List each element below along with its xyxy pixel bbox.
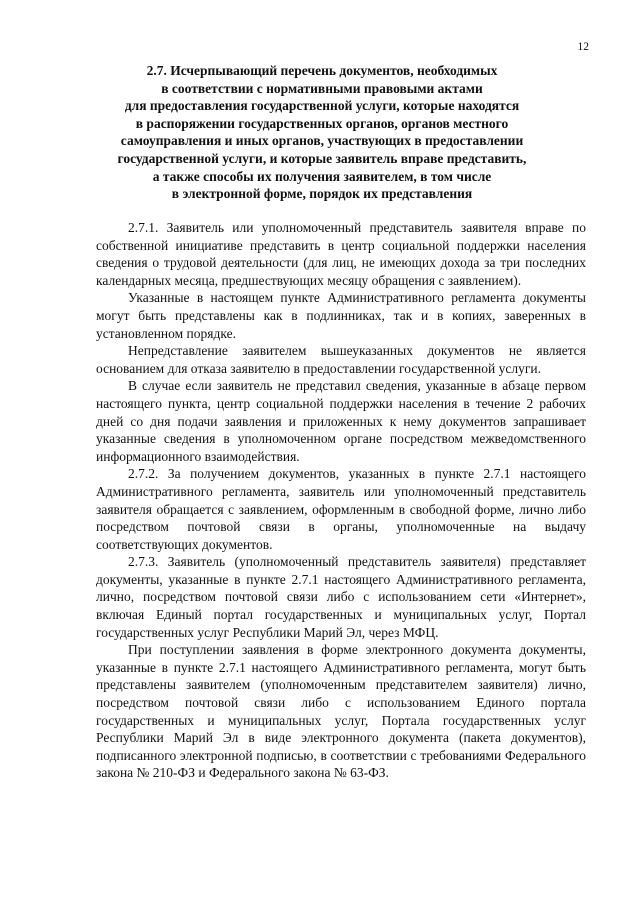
paragraph-2-7-1: 2.7.1. Заявитель или уполномоченный представитель заявителя вправе по собственной инициативе представить в центр социальной поддержки населения сведения о трудовой деятельности (для лиц, не имеющих дохода за три последних календарных месяца, предшествующих месяцу обращения с заявлением). (96, 220, 586, 288)
paragraph-interagency-request: В случае если заявитель не представил сведения, указанные в абзаце первом настоящего пункта, центр социальной поддержки населения в течение 2 рабочих дней со дня подачи заявления и приложенных к нему документов запрашивает указанные сведения в уполномоченном органе посредством межведомственного информационного взаимодействия. (96, 378, 586, 464)
section-heading-line: а также способы их получения заявителем, в том числе (152, 168, 492, 184)
section-heading-line: государственной услуги, и которые заявитель вправе представить, (117, 150, 527, 166)
paragraph-2-7-3: 2.7.3. Заявитель (уполномоченный представитель заявителя) представляет документы, указанные в пункте 2.7.1 настоящего Административного регламента, лично, посредством почтовой связи либо с использованием сети «Интернет», включая Единый портал государственных и муниципальных услуг, Портал государственных услуг Республики Марий Эл, через МФЦ. (96, 554, 586, 640)
section-heading-line: самоуправления и иных органов, участвующих в предоставлении (120, 133, 524, 149)
section-heading-line: в распоряжении государственных органов, органов местного (135, 115, 509, 131)
section-heading-line: 2.7. Исчерпывающий перечень документов, необходимых (146, 63, 498, 78)
paragraph-documents-copies: Указанные в настоящем пункте Административного регламента документы могут быть представлены как в подлинниках, так и в копиях, заверенных в установленном порядке. (96, 290, 586, 341)
page-number: 12 (577, 41, 589, 53)
document-body (96, 219, 586, 782)
section-heading (96, 62, 548, 203)
paragraph-non-submission: Непредставление заявителем вышеуказанных документов не является основанием для отказа заявителю в предоставлении государственной услуги. (96, 343, 586, 376)
section-heading-line: для предоставления государственной услуги, которые находятся (124, 98, 520, 114)
section-heading-line: в электронной форме, порядок их представления (171, 186, 473, 202)
paragraph-electronic-submission: При поступлении заявления в форме электронного документа документы, указанные в пункте 2.7.1 настоящего Административного регламента, могут быть представлены заявителем (уполномоченным представителем заявителя) лично, посредством почтовой связи либо с использованием Единого портала государственных и муниципальных услуг, Портала государственных услуг Республики Марий Эл в виде электронного документа (пакета документов), подписанного электронной подписью, в соответствии с требованиями Федерального закона № 210-ФЗ и Федерального закона № 63-ФЗ. (96, 642, 586, 781)
paragraph-2-7-2: 2.7.2. За получением документов, указанных в пункте 2.7.1 настоящего Административного регламента, заявитель или уполномоченный представитель заявителя обращается с заявлением, оформленным в свободной форме, лично либо посредством почтовой связи в органы, уполномоченные на выдачу соответствующих документов. (96, 466, 586, 552)
section-heading-line: в соответствии с нормативными правовыми актами (161, 80, 483, 96)
